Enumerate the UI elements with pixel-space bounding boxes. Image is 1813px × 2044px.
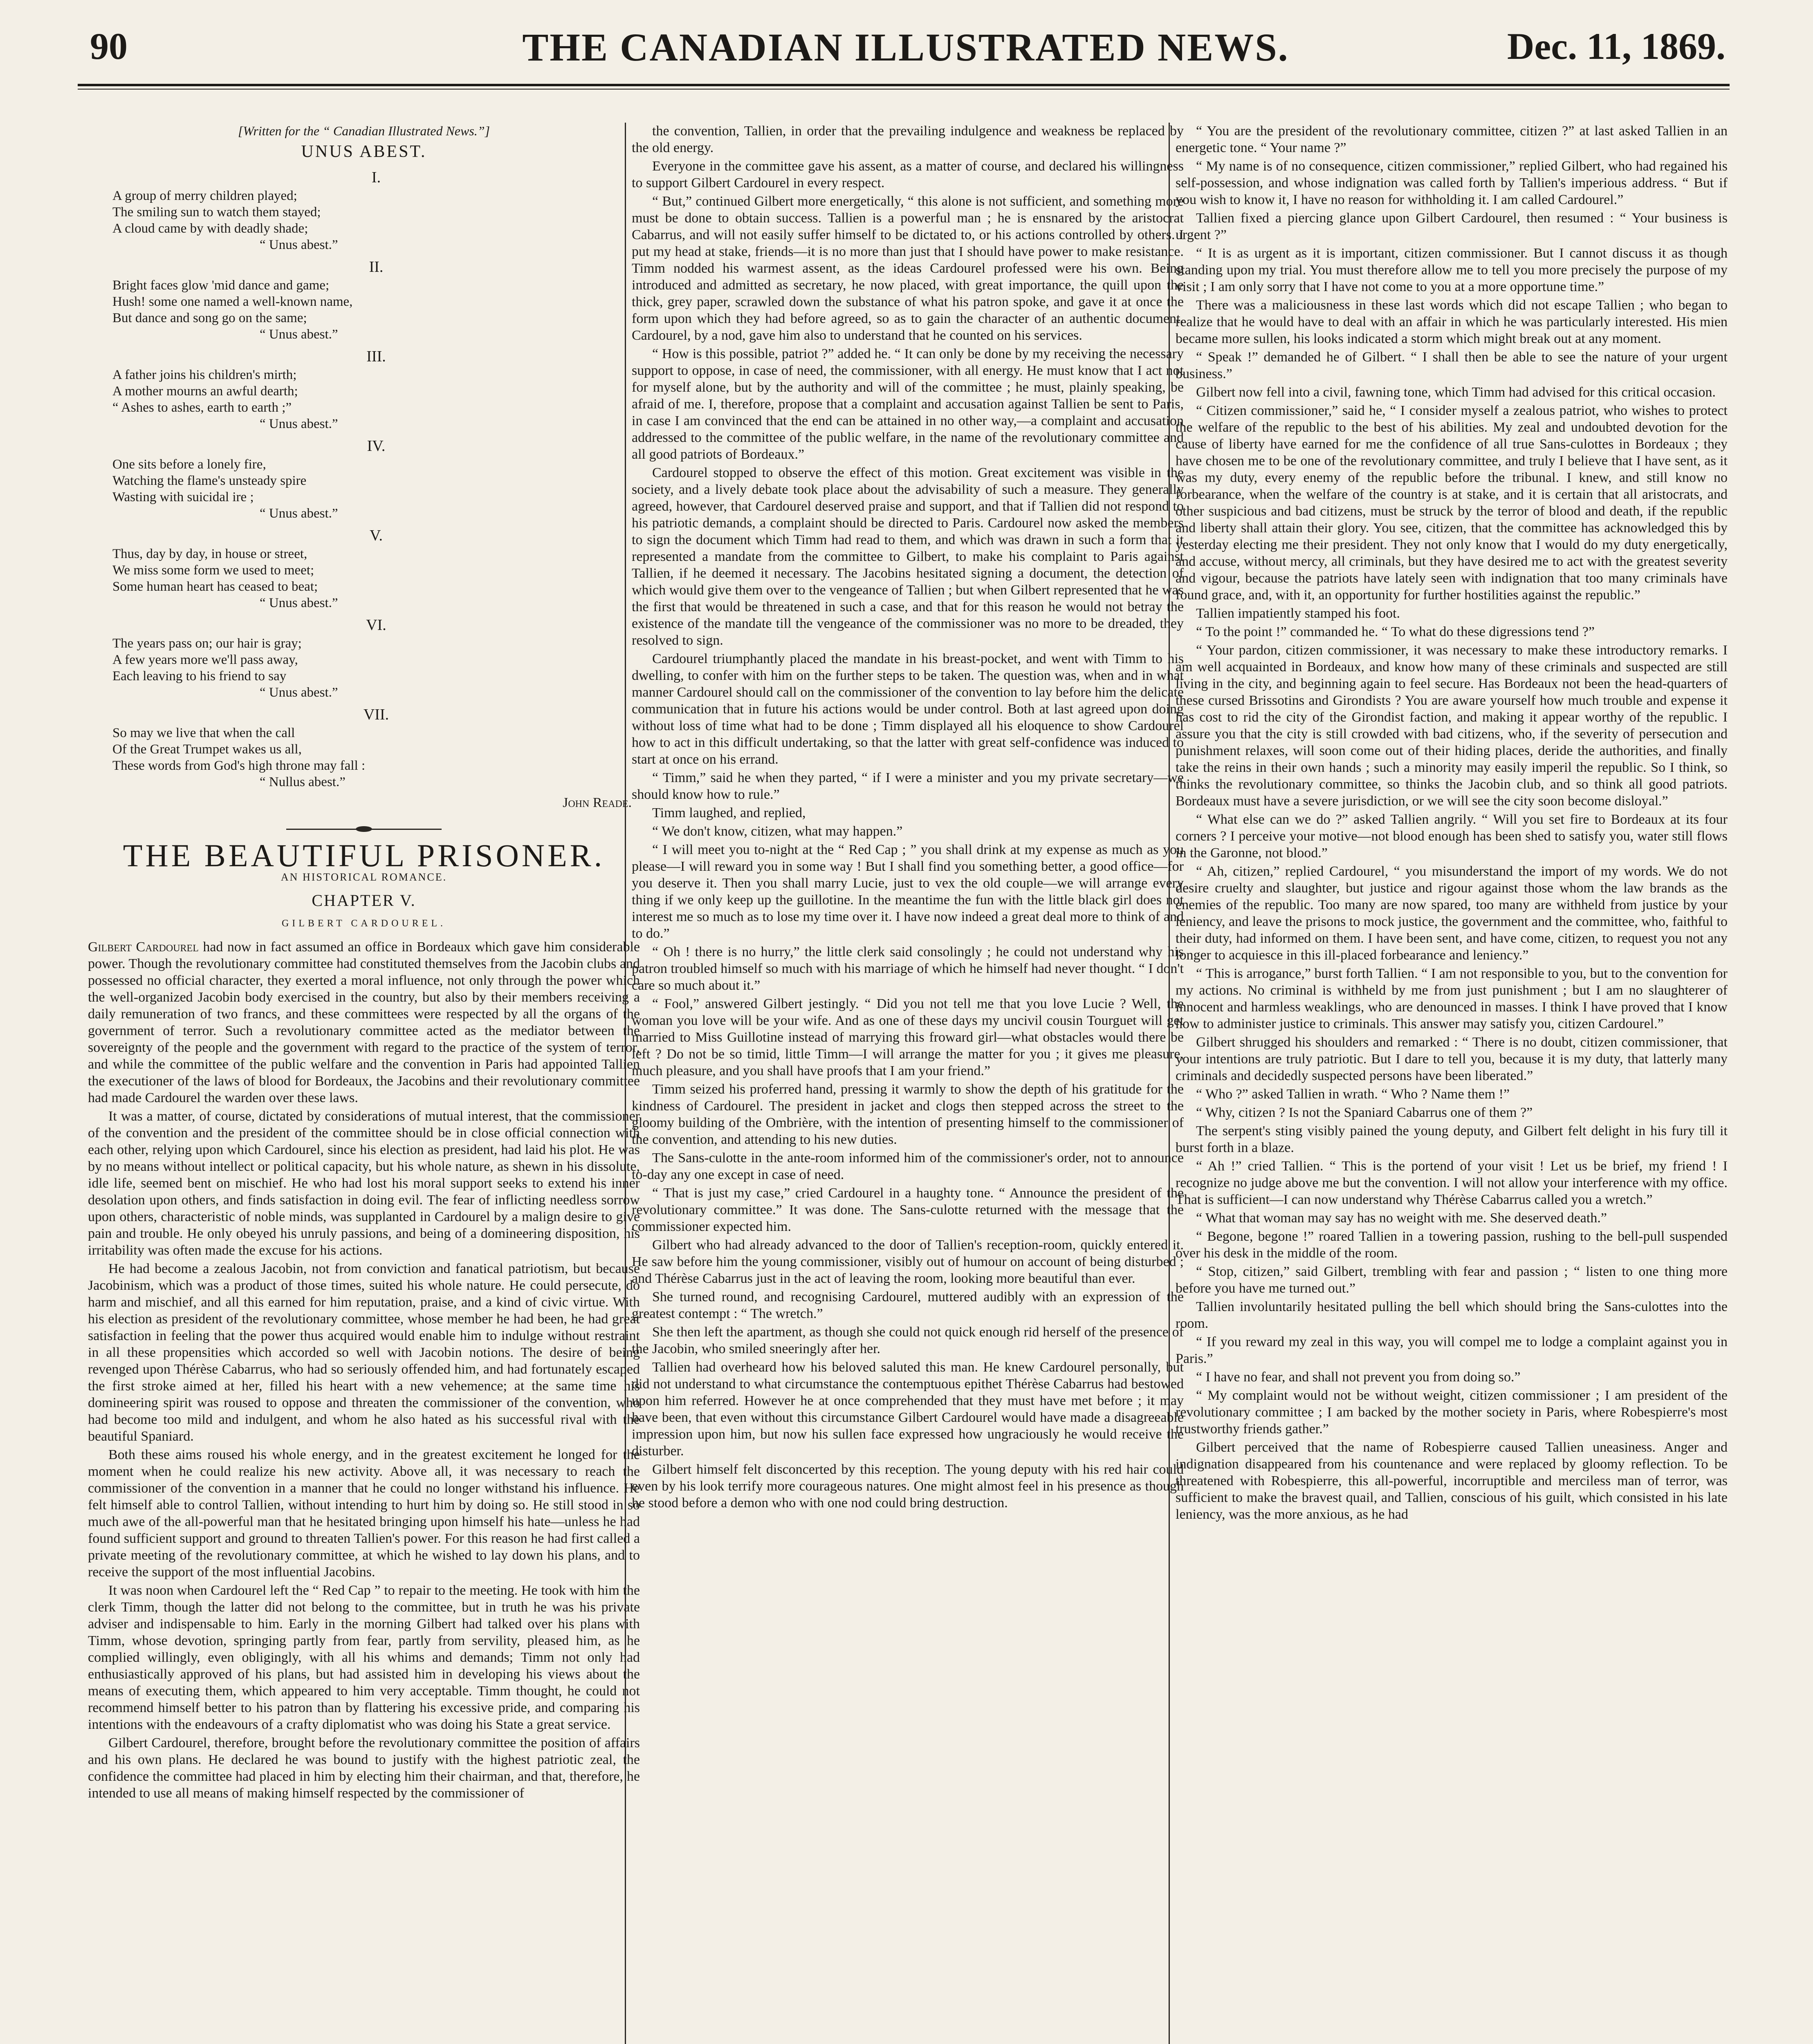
story-paragraph: Everyone in the committee gave his assent, as a matter of course, and declared his willingness to support Gilbert Cardourel in every respect. [632,159,1184,191]
stanza-number: VI. [366,616,386,634]
story-paragraph: “ Why, citizen ? Is not the Spaniard Cabarrus one of them ?” [1196,1105,1533,1120]
issue-date: Dec. 11, 1869. [1507,25,1725,67]
story-paragraph: “ But,” continued Gilbert more energetically, “ this alone is not sufficient, and something more must be done to obtain success. Tallien is a powerful man ; he is ensnared by the aristocrat Cabarrus, and will not easily suffer himself to be dictated to, or his actions controlled by others. I put my head at stake, friends—it is no more than just that I should have power to make resistance. Timm nodded his warmest assent, as the ideas Cardourel professed were his own. Being introduced and admitted as secretary, he now placed, with great importance, the quill upon the thick, grey paper, scrawled down the substance of what his patron spoke, and gave it at once the form upon which they had before agreed, so as to gain the character of an authentic document. Cardourel, by a nod, gave him also to understand that he counted on his services. [632,194,1184,343]
poem-line: Of the Great Trumpet wakes us all, [112,742,302,757]
stanza-number: III. [366,348,386,365]
story-paragraph: Both these aims roused his whole energy, and in the greatest excitement he longed for the moment when he could realize his new activity. Above all, it was necessary to reach the commissioner of the convention in a manner that he could no longer withstand his influence. He felt himself able to control Tallien, without intending to hurt him by doing so. He still stood in so much awe of the all-powerful man that he hesitated bringing upon himself his hate—unless he had found sufficient support and ground to threaten Tallien's power. For this reason he had first called a private meeting of the revolutionary committee, at which he wished to lay down his plans, and to receive the support of the most influential Jacobins. [88,1447,640,1580]
story-subtitle: AN HISTORICAL ROMANCE. [280,871,447,883]
stanza-number: II. [369,258,384,276]
story-paragraph: “ Timm,” said he when they parted, “ if I were a minister and you my private secretary—we should know how to rule.” [632,770,1184,802]
story-paragraph: She turned round, and recognising Cardourel, muttered audibly with an expression of the greatest contempt : “ The wretch.” [632,1289,1184,1321]
poem-stanzas [88,169,640,790]
poem-line: These words from God's high throne may fall : [112,758,366,773]
chapter-title: GILBERT CARDOUREL. [281,918,447,929]
story-paragraph: “ My complaint would not be without weight, citizen commissioner ; I am president of the revolutionary committee ; I am backed by the mother society in Paris, where Robespierre's most trustworthy friends gather.” [1176,1388,1728,1437]
story-paragraph: Tallien fixed a piercing glance upon Gilbert Cardourel, then resumed : “ Your business is urgent ?” [1176,211,1728,242]
poem-refrain: “ Unus abest.” [260,327,338,342]
stanza-number: IV. [367,437,386,455]
story-paragraph: Tallien involuntarily hesitated pulling the bell which should bring the Sans-culottes into the room. [1176,1299,1728,1331]
poem-line: One sits before a lonely fire, [112,457,266,472]
story-paragraph: Tallien had overheard how his beloved saluted this man. He knew Cardourel personally, but did not understand to what circumstance the contemptuous epithet Thérèse Cabarrus had bestowed upon him referred. However he at once comprehended that they must have met before ; it may have been, that even without this circumstance Gilbert Cardourel would have made a disagreeable impression upon him, but now his sullen face expressed how ungraciously he would receive the disturber. [632,1360,1184,1459]
poem-refrain: “ Nullus abest.” [260,775,346,789]
poem-line: A few years more we'll pass away, [112,652,298,667]
poem [88,123,640,811]
poem-line: Wasting with suicidal ire ; [112,490,254,504]
column-1 [88,123,640,2044]
story-paragraph: It was a matter, of course, dictated by considerations of mutual interest, that the commissioner of the convention and the president of the committee should be in close official connection with each other, relying upon which Cardourel, since his election as president, had laid his plot. He was by no means without intellect or political capacity, but his whole nature, as shewn in his dissolute, idle life, seemed bent on mischief. He who had lost his moral support seeks to extend his inner desolation upon others, and finds satisfaction in doing evil. The fear of inflicting needless sorrow upon others, characteristic of noble minds, was supplanted in Cardourel by a malign desire to give pain and trouble. He only obeyed his unruly passions, and being of a domineering disposition, his irritability was often made the excuse for his actions. [88,1109,640,1258]
poem-refrain: “ Unus abest.” [260,417,338,431]
poem-line: So may we live that when the call [112,726,295,740]
story-paragraph: the convention, Tallien, in order that the prevailing indulgence and weakness be replaced by the old energy. [632,123,1184,155]
poem-refrain: “ Unus abest.” [260,506,338,521]
poem-line: Hush! some one named a well-known name, [112,294,353,309]
story-paragraph: Gilbert now fell into a civil, fawning tone, which Timm had advised for this critical occasion. [1196,385,1716,400]
stanza-number: VII. [363,706,389,723]
story-paragraph: “ You are the president of the revolutionary committee, citizen ?” at last asked Tallien in an energetic tone. “ Your name ?” [1176,123,1728,155]
story-title: THE BEAUTIFUL PRISONER. [123,838,605,873]
story-paragraph: “ To the point !” commanded he. “ To what do these digressions tend ?” [1196,624,1595,639]
story-text-column-1 [88,939,640,1802]
poem-line: But dance and song go on the same; [112,311,307,325]
story-paragraph: “ What else can we do ?” asked Tallien angrily. “ Will you set fire to Bordeaux at its four corners ? I perceive your motive—not blood enough has been shed to satisfy you, water still flows in the Garonne, not blood.” [1176,812,1728,861]
story-paragraph: “ Your pardon, citizen commissioner, it was necessary to make these introductory remarks. I am well acquainted in Bordeaux, and know how many of these criminals and suspected are still living in the city, and beginning again to feel secure. Has Bordeaux not been the head-quarters of these cursed Brissotins and Girondists ? You are aware yourself how much trouble and expense it has cost to rid the city of the Girondist faction, and making it appear worthy of the republic. I assure you that the city is still crowded with bad citizens, who, if the severity of persecution and punishment relaxes, will soon come out of their hiding places, deride the authorities, and finally take the reins in their own hands ; such a minority may easily imperil the republic. So I think, so thinks the revolutionary committee, so thinks the Jacobin club, and so think all good patriots. Bordeaux must have a severe jurisdiction, or we will see the city soon become disloyal.” [1176,643,1728,809]
story-paragraph: Gilbert perceived that the name of Robespierre caused Tallien uneasiness. Anger and indignation disappeared from his countenance and were replaced by gloomy reflection. To be threatened with Robespierre, this all-powerful, incorruptible and merciless man of terror, was sufficient to make the bravest quail, and Tallien, conscious of his guilt, which consisted in his late leniency, was the more anxious, as he had [1176,1440,1728,1522]
story-paragraph: Gilbert who had already advanced to the door of Tallien's reception-room, quickly entered it. He saw before him the young commissioner, visibly out of humour on account of being disturbed ; and Thérèse Cabarrus just in the act of leaving the room, looking more beautiful than ever. [632,1237,1184,1286]
story-paragraph: “ What that woman may say has no weight with me. She deserved death.” [1196,1210,1607,1226]
story-paragraph: Cardourel stopped to observe the effect of this motion. Great excitement was visible in the society, and a lively debate took place about the advisability of such a measure. They generally agreed, however, that Cardourel deserved praise and support, and that if Tallien did not respond to his patriotic demands, a complaint should be directed to Paris. Cardourel now asked the members to sign the document which Timm had read to them, and which was drawn in such a form that it represented a mandate from the committee to Gilbert, to make his complaint to Paris against Tallien, if he deemed it necessary. The Jacobins hesitated signing a document, the detection of which would give them over to the vengeance of Tallien ; but when Gilbert represented that he was the first that would be threatened in such a case, and that for this reason he would not betray the existence of the mandate till the vengeance of the commissioner was no more to be dreaded, they resolved to sign. [632,465,1184,648]
story-paragraph: Gilbert Cardourel, therefore, brought before the revolutionary committee the position of affairs and his own plans. He declared he was bound to justify with the highest patriotic zeal, the confidence the committee had placed in him by electing him their chairman, and that, therefore, he intended to use all means of making himself respected by the commissioner of [88,1735,640,1801]
story-text-column-2 [632,123,1184,1511]
poem-line: The years pass on; our hair is gray; [112,636,302,651]
column-3 [1176,123,1728,2044]
story-paragraph: “ Fool,” answered Gilbert jestingly. “ Did you not tell me that you love Lucie ? Well, the woman you love will be your wife. And as one of these days my uncivil cousin Tourguet will get married to Miss Guillotine instead of marrying this froward girl—what obstacles would there be left ? Do not be so timid, little Timm—I will arrange the matter for you ; it gives me pleasure, much pleasure, and you shall have proofs that I am your friend.” [632,996,1184,1078]
poem-credit: [Written for the “ Canadian Illustrated News.”] [238,123,490,138]
masthead-rule [78,84,1730,90]
story-paragraph: “ Ah !” cried Tallien. “ This is the portend of your visit ! Let us be brief, my friend ! I recognize no judge above me but the convention. I will not allow your interference with my office. That is sufficient—I can now understand why Thérèse Cabarrus called you a wretch.” [1176,1159,1728,1207]
story-paragraph: “ I have no fear, and shall not prevent you from doing so.” [1196,1369,1521,1385]
story-paragraph [88,939,640,1106]
poem-line: A mother mourns an awful dearth; [112,384,298,399]
poem-line: Each leaving to his friend to say [112,669,287,684]
newspaper-title: THE CANADIAN ILLUSTRATED NEWS. [522,25,1289,69]
story-paragraph: “ It is as urgent as it is important, citizen commissioner. But I cannot discuss it as though standing upon my trial. You must therefore allow me to tell you more precisely the purpose of my visit ; I am only sorry that I have not come to you at a more opportune time.” [1176,246,1728,294]
page-number: 90 [90,25,128,67]
story-paragraph: Timm seized his proferred hand, pressing it warmly to show the depth of his gratitude for the kindness of Cardourel. The president in jacket and clogs then stepped across the street to the gloomy building of the Ombrière, with the intention of presenting himself to the commissioner of the convention, and attending to his new duties. [632,1082,1184,1147]
story-paragraph: “ My name is of no consequence, citizen commissioner,” replied Gilbert, who had regained his self-possession, and whose indignation was called forth by Tallien's imperious address. “ But if you wish to know it, I have no reason for withholding it. I am called Cardourel.” [1176,159,1728,207]
story-paragraph: There was a maliciousness in these last words which did not escape Tallien ; who began to realize that he would have to deal with an affair in which he was particularly interested. His mien became more sullen, his looks indicated a storm which might break out at any moment. [1176,298,1728,346]
story-paragraph: The serpent's sting visibly pained the young deputy, and Gilbert felt delight in his fury till it burst forth in a blaze. [1176,1123,1728,1155]
poem-line: A cloud came by with deadly shade; [112,221,308,236]
story-text-column-3 [1176,123,1728,1523]
story-paragraph: It was noon when Cardourel left the “ Red Cap ” to repair to the meeting. He took with him the clerk Timm, though the latter did not belong to the committee, but in truth he was his private adviser and indispensable to him. Early in the morning Gilbert had talked over his plans with Timm, whose devotion, springing partly from fear, partly from servility, pleased him, as he complied willingly, even obligingly, with all his whims and demands; Timm not only had enthusiastically approved of his plans, but had assisted him in developing his views about the means of executing them, which appeared to him very acceptable. Timm thought, he could not recommend himself better to his patron than by flattering his excessive pride, and comparing his intentions with the endeavours of a crafty diplomatist who was doing his State a great service. [88,1583,640,1732]
poem-line: Thus, day by day, in house or street, [112,547,307,561]
story-paragraph: “ Oh ! there is no hurry,” the little clerk said consolingly ; he could not understand why his patron troubled himself so much with his marriage of which he himself had never thought. “ I don't care so much about it.” [632,944,1184,993]
story-paragraph: She then left the apartment, as though she could not quick enough rid herself of the presence of the Jacobin, who smiled sneeringly after her. [632,1325,1184,1356]
story-paragraph: “ Stop, citizen,” said Gilbert, trembling with fear and passion ; “ listen to one thing more before you have me turned out.” [1176,1264,1728,1296]
poem-line: The smiling sun to watch them stayed; [112,205,321,220]
story-paragraph: “ Speak !” demanded he of Gilbert. “ I shall then be able to see the nature of your urgent business.” [1176,350,1728,381]
poem-line: “ Ashes to ashes, earth to earth ;” [112,400,292,415]
poem-author: John Reade. [563,795,632,810]
poem-line: We miss some form we used to meet; [112,563,314,578]
poem-line: Some human heart has ceased to beat; [112,579,318,594]
story-paragraph: “ Begone, begone !” roared Tallien in a towering passion, rushing to the bell-pull suspended over his desk in the middle of the room. [1176,1229,1728,1261]
poem-line: Watching the flame's unsteady spire [112,473,307,488]
stanza-number: V. [369,527,383,544]
chapter-heading: CHAPTER V. [312,891,416,910]
story-paragraph: “ If you reward my zeal in this way, you will compel me to lodge a complaint against you in Paris.” [1176,1334,1728,1366]
story-paragraph: “ Who ?” asked Tallien in wrath. “ Who ? Name them !” [1196,1087,1510,1102]
story-paragraph: He had become a zealous Jacobin, not from conviction and fanatical patriotism, but because Jacobinism, which was a product of those times, suited his whole nature. He could persecute, do harm and mischief, and all this earned for him reputation, praise, and a kind of civic virtue. With his election as president of the revolutionary committee, whose member he had been, he had great satisfaction in feeling that the power thus acquired would enable him to indulge without restraint in all these propensities which accorded so well with Jacobin notions. The desire of being revenged upon Thérèse Cabarrus, who had so seriously offended him, and had fortunately escaped the first stroke aimed at her, filled his heart with a new vehemence; at the same time his domineering spirit was roused to oppose and threaten the commissioner of the convention, who had become too mild and indulgent, and whom he also hated as his successful rival with the beautiful Spaniard. [88,1261,640,1444]
story-paragraph: “ Citizen commissioner,” said he, “ I consider myself a zealous patriot, who wishes to protect the welfare of the republic to the best of his abilities. My zeal and undoubted devotion for the cause of liberty have earned for me the confidence of all true Sans-culottes in Bordeaux ; they have chosen me to be one of the revolutionary committee, and truly I believe that I have sent, as it was my duty, every enemy of the republic before the tribunal. I knew, and still know no forbearance, when the welfare of the country is at stake, and it is certain that all aristocrats, and other suspicious and bad citizens, must be struck by the terror of blood and death, if the republic and liberty shall attain their glory. You see, citizen, that the committee has acknowledged this by yesterday electing me their president. They not only know that I would do my duty energetically, and accuse, without mercy, all criminals, but they have desired me to act with the greatest severity and vigour, because the patriots have lately seen with indignation that too many criminals have found grace, and, with it, an opportunity for further hostilities against the republic.” [1176,403,1728,603]
story-paragraph: Timm laughed, and replied, [652,805,806,820]
poem-refrain: “ Unus abest.” [260,596,338,610]
stanza-number: I. [371,169,381,186]
poem-line: Bright faces glow 'mid dance and game; [112,278,330,293]
poem-line: A father joins his children's mirth; [112,368,297,382]
story-paragraph: Cardourel triumphantly placed the mandate in his breast-pocket, and went with Timm to his dwelling, to confer with him on the further steps to be taken. The question was, when and in what manner Cardourel should call on the commissioner of the convention to lay before him the delicate communication that in future his actions would be under control. Both at last agreed upon doing without loss of time what had to be done ; Timm displayed all his eloquence to show Cardourel how to act in this difficult undertaking, so that the latter with great self-confidence was induced to start at once on his errand. [632,651,1184,767]
section-separator [286,826,442,832]
column-2 [632,123,1184,2044]
paragraph-text: had now in fact assumed an office in Bordeaux which gave him considerable power. Though the revolutionary committee had constituted themselves from the Jacobin clubs and possessed no official character, they exerted a moral influence, not only through the power which the well-organized Jacobin body exercised in the country, but also by their members receiving a daily remuneration of two francs, and these committees were respected by all the organs of the government of terror. Such a revolutionary committee acted as the mediator between the sovereignty of the people and the government with regard to the practice of the system of terror, and while the committee of the public welfare and the convention in Paris had appointed Tallien the executioner of the laws of blood for Bordeaux, the Jacobins and their revolutionary committee had made Cardourel the warden over these laws. [88,939,640,1105]
poem-refrain: “ Unus abest.” [260,685,338,700]
poem-line: A group of merry children played; [112,188,297,203]
lead-name: Gilbert Cardourel [88,939,199,955]
story-paragraph: “ How is this possible, patriot ?” added he. “ It can only be done by my receiving the necessary support to oppose, in case of need, the commissioner, with all energy. He must know that I act not for myself alone, but by the authority and will of the committee ; he must, plainly speaking, be afraid of me. I, therefore, propose that a complaint and accusation against Tallien be sent to Paris, in case I am convinced that the end can be attained in no other way,—a complaint and accusation addressed to the committee of the public welfare, in the name of the revolutionary committee and all good patriots of Bordeaux.” [632,346,1184,462]
story-paragraph: “ Ah, citizen,” replied Cardourel, “ you misunderstand the import of my words. We do not desire cruelty and slaughter, but justice and rigour against those whom the law brands as the enemies of the republic. Too many are now spared, too many are withheld from justice by your leniency, and leave the prisons to mock justice, the government and the committee, who, faithful to their duty, had informed on them. I have been sent, and have come, citizen, to request you not any longer to acquiesce in this ill-placed forbearance and leniency.” [1176,864,1728,963]
story-paragraph: Gilbert shrugged his shoulders and remarked : “ There is no doubt, citizen commissioner, that your intentions are truly patriotic. But I dare to tell you, because it is my duty, that latterly many criminals and decidedly suspected persons have been liberated.” [1176,1035,1728,1083]
story-paragraph: Tallien impatiently stamped his foot. [1196,606,1400,621]
story-paragraph: The Sans-culotte in the ante-room informed him of the commissioner's order, not to announce to-day any one except in case of need. [632,1150,1184,1182]
poem-refrain: “ Unus abest.” [260,238,338,252]
story-paragraph: Gilbert himself felt disconcerted by this reception. The young deputy with his red hair could even by his look terrify more courageous natures. One might almost feel in his presence as though he stood before a demon who with one nod could bring destruction. [632,1462,1184,1511]
story-paragraph: “ I will meet you to-night at the “ Red Cap ; ” you shall drink at my expense as much as you please—I will reward you in some way ! But I shall find you something better, a good office—for you deserve it. Then you shall marry Lucie, just to vex the old couple—we will arrange every thing if we only keep up the guillotine. In the meantime the fun with the little black girl does not interest me so much as to lose my time over it. I have now indeed a great deal more to think of and to do.” [632,842,1184,941]
poem-title: UNUS ABEST. [301,142,427,161]
story-paragraph: “ We don't know, citizen, what may happen.” [652,824,903,839]
story-paragraph: “ That is just my case,” cried Cardourel in a haughty tone. “ Announce the president of the revolutionary committee.” It was done. The Sans-culotte returned with the message that the commissioner expected him. [632,1186,1184,1234]
story-paragraph: “ This is arrogance,” burst forth Tallien. “ I am not responsible to you, but to the convention for my actions. No criminal is withheld by me from just punishment ; but I am no slaughterer of innocent and harmless weaklings, who are denounced in masses. I think I have proved that I know how to administer justice to criminals. This answer may satisfy you, citizen Cardourel.” [1176,966,1728,1031]
